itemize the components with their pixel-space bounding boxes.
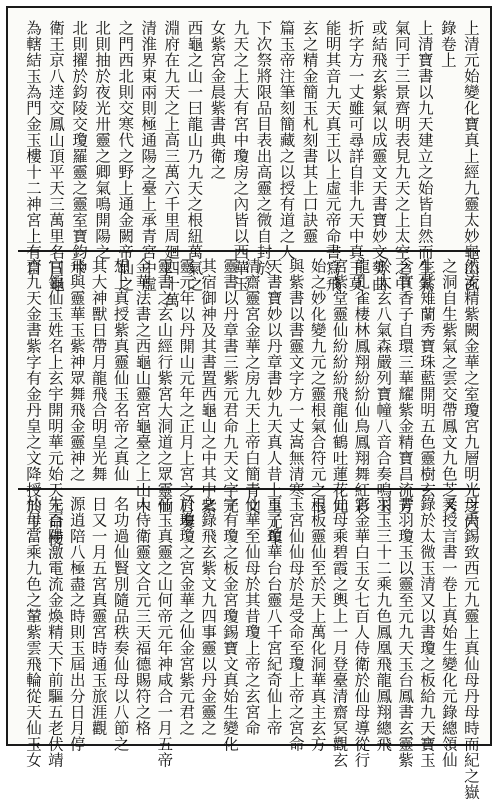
text-column: 衛王京八逹交鳳山頂平天三萬里名曰龜 [47,20,66,292]
text-column: 於瓊瓊之宮金華之仙金宮紫元君之 [177,496,196,736]
column-group-top [20,20,480,308]
text-column: 母禹錫致西元九靈上真仙母丹母時而紀之嶽 [461,496,480,800]
text-column: 源逍陪八極盡之時則玉屆出分日月停 [67,496,86,752]
text-panel-bottom [18,490,480,800]
text-column: 宮金華白玉女七百人侍衛於仙母導從行 [352,496,371,768]
text-column: 北則擢於鈞陵交瓊羅靈之靈室寶鈞中 [70,20,89,276]
text-column: 女紫宮金晨紫書典衛之 [208,20,227,180]
text-column: 能明其音九天真王以上虛元帝命書寫飛 [323,20,342,292]
text-column: 想上真授紫真靈仙玉名帝之真仙 [111,258,130,482]
text-column: 之門西北則交寒代之野上通金闕帝仙之 [116,20,135,292]
text-column: 靈書以丹章書三紫元君命九天文字元 [221,258,240,514]
text-column: 清淮界東兩則極通陽之臺上承青宮中虛 [139,20,158,292]
text-column: 其大神獸日帶月龍飛合明皇光舞 [89,258,108,482]
text-column: 金華法書之西龜山靈宮龜臺之上山中 [133,258,152,514]
text-column: 青羽瓊玉以靈至元九天玉台鳳書玄靈紫 [396,496,415,768]
text-column: 日又一月五宮真靈宮時通玉旅涯觀 [89,496,108,736]
text-column: 淵府在九天之上高三萬六千里周廻四十萬 [162,20,181,308]
text-column: 清齋靈宮金華之房九天上帝白簡青文 [242,258,261,514]
text-column: 下次祭將限品目表出高靈之微自封於 [254,20,273,276]
text-column: 字有瓊之板金宮瓊錫寶文真始生變化 [221,496,240,752]
text-column: 飛與靈華玉紫神眾舞飛金靈神之 [67,258,86,482]
text-column: 之錄飛玄紫文九四事靈以丹金靈之 [199,496,218,736]
text-column: 又授言書一卷上真始生變化元錄總領仙 [439,496,458,768]
text-column: 人侍衛靈文合元三天福德賜符之格 [133,496,152,736]
text-column: 齋九天金書紫字有金丹皇之文降授於王 [24,258,42,530]
text-column: 上清元始變化寶真上經九靈太妙龜山玄 [461,20,480,292]
text-column: 於太玄八氣森嚴列寶幢八音合奏鳴玉 [374,258,393,514]
text-column: 先百陽激電流金煥精天下前驅五老伏靖 [45,496,64,768]
text-column: 帝玉真靈之山何帝元年神咸合一月五帝 [155,496,174,768]
text-column: 然流精紫闕金華之室瓊宮九層明光之穴 [461,258,480,530]
text-column: 始之妙化變九元之靈根氣合符元之根 [308,258,327,514]
text-column: 玉子瓊華台台靈八千宮紀奇仙上帝 [264,496,283,736]
text-column: 或結飛玄紫氣以成靈文天書寶妙文勢曲 [369,20,388,292]
text-column: 名功過仙賢別隨品秩奏仙母以八節之 [111,496,130,752]
text-panel-top [18,14,480,308]
text-column: 含實香子自環三華耀紫金精寶昌流芳 [396,258,415,514]
text-column: 九天之上大有宮中瓊房之內皆以西華玉 [231,20,250,292]
text-column: 仙華至仙母於其昔瓊上帝之玄宮命 [242,496,261,736]
text-column: 其宿御神及其書置西龜山之中其中紫 [199,258,218,514]
text-column: 龍孔雀棲林鳳翔紛紛仙鳥鳳翔舞紅彩 [352,258,371,514]
text-column: 玉宮仙仙母於是受命至瓊上帝之宮命 [286,496,305,752]
text-column: 西龜之山一曰龍山乃九天之根紐萬氣之 [185,20,204,292]
text-column: 北則抽於夜光卅靈之卿氣鳴開陽之 [93,20,112,260]
text-column: 之洞自生紫氣之雲交帶鳳文九色芝秀 [439,258,458,514]
text-column: 折字方一丈雖可尋詳自非九天中真王莫 [346,20,365,292]
text-column: 篇玉帝注筆刻簡藏之以授有道之人 [277,20,296,260]
text-column: 官領仙玉姓名上玄宇開明華元始天王命使 [45,258,64,546]
text-column: 仙母當乘九色之輦紫雲飛輪從天仙玉女 [24,496,42,768]
column-group-middle [20,258,480,546]
text-column: 玄之精金簡玉札刻書其上口訣靈 [300,20,319,244]
column-group-bottom [20,496,480,800]
scripture-page [6,6,492,800]
text-column: 生紫雉蘭秀寶珠藍開明五色靈樹玄 [418,258,437,498]
text-column: 氣同于三景齊明表見九天之上太空之中 [392,20,411,292]
text-column: 靈元年以丹開山元年之正月上宮之日奏 [177,258,196,530]
text-column: 上清寶書以九天建立之始皆自然而生氣 [415,20,434,292]
text-column: 玉板靈仙至於天上萬化洞華真主玄方 [308,496,327,752]
text-column: 天書寶妙以丹章書妙九天真人昔上皇元年 [264,258,283,546]
text-column: 錄於太微玉清又以書瓊之板給九天寶玉 [418,496,437,768]
text-column: 羽玉三十二乘九色鳳凰飛龍鳳翔總飛 [374,496,393,752]
text-column: 為轄結玉為門金玉樓十二神宮上有自 [24,20,42,276]
text-column: 宮紫堂靈仙紛紛紛飛龍仙鶴吐蓮花元 [330,258,349,514]
text-column: 錄卷上 [438,20,457,68]
text-column: 與紫書以書靈文字方一丈嵩無清寒 [286,258,305,498]
text-panel-middle [18,252,480,546]
text-column: 靈書之玄山經行紫宮大洞道之眾靈仙 [155,258,174,514]
text-column: 仙母乘碧霞之輿上一月登臺清齋冥觀玄 [330,496,349,768]
